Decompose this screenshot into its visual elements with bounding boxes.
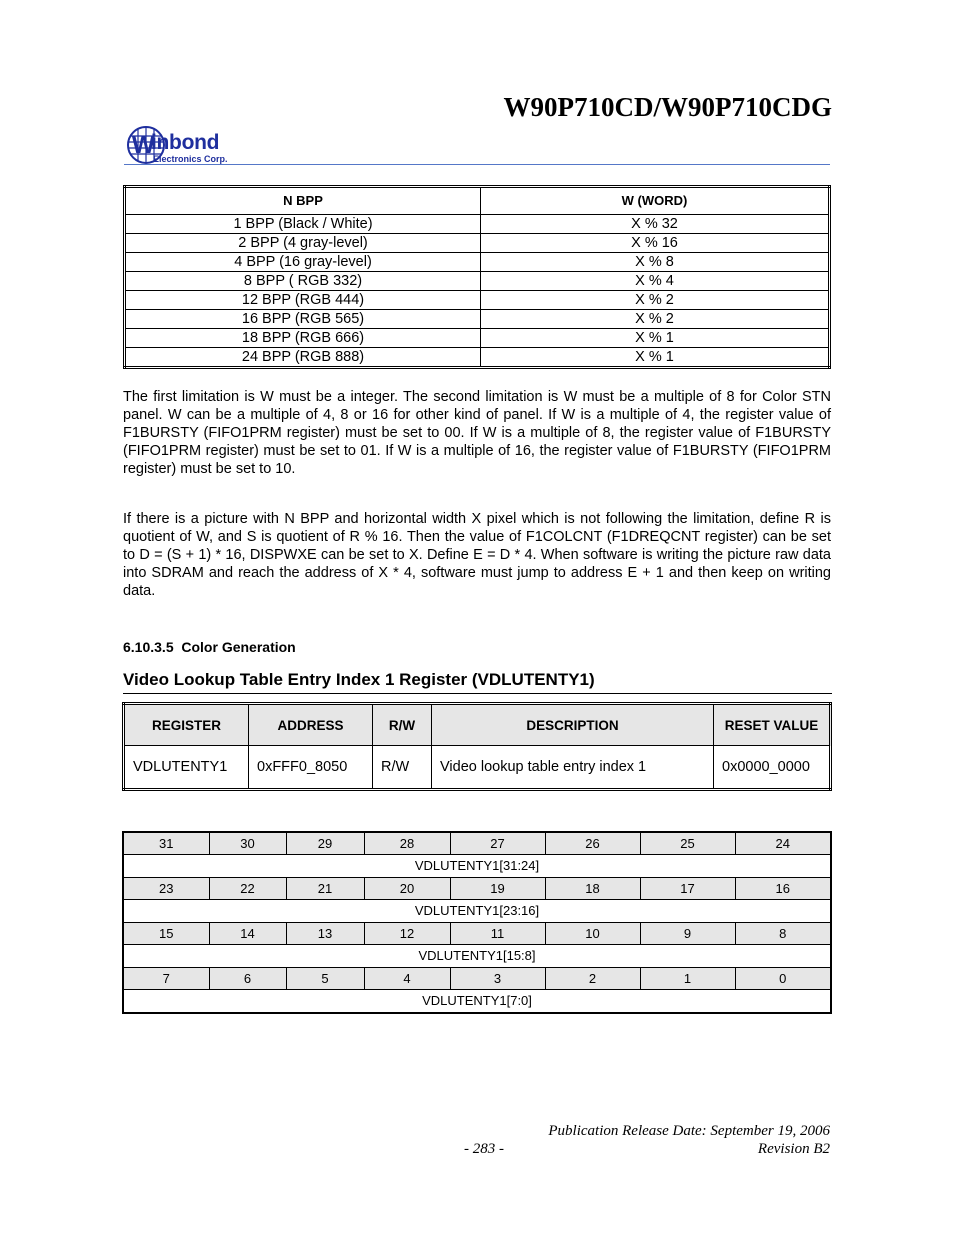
table-cell: X % 2 bbox=[481, 291, 830, 310]
bit-number: 1 bbox=[640, 968, 735, 990]
bit-number: 15 bbox=[123, 923, 209, 945]
heading-rule bbox=[123, 693, 832, 694]
table-cell: X % 1 bbox=[481, 348, 830, 368]
table-cell: 24 BPP (RGB 888) bbox=[125, 348, 481, 368]
document-title: W90P710CD/W90P710CDG bbox=[503, 92, 832, 122]
table-row bbox=[125, 253, 830, 272]
header-rule bbox=[124, 164, 830, 165]
bit-field-row bbox=[123, 945, 831, 968]
table-cell: Video lookup table entry index 1 bbox=[432, 746, 714, 790]
bpp-width-table bbox=[123, 185, 831, 369]
table-cell: X % 1 bbox=[481, 329, 830, 348]
bit-number: 19 bbox=[450, 878, 545, 900]
bit-field-name: VDLUTENTY1[31:24] bbox=[123, 855, 831, 878]
bit-number: 2 bbox=[545, 968, 640, 990]
revision-label: Revision B2 bbox=[757, 1141, 830, 1157]
page-number: - 283 - bbox=[464, 1141, 504, 1157]
logo-subtitle: Electronics Corp. bbox=[153, 154, 228, 164]
table-cell: 18 BPP (RGB 666) bbox=[125, 329, 481, 348]
bit-field-table bbox=[122, 831, 832, 1014]
limitation-paragraph: The first limitation is W must be a integer. The second limitation is W must be a multiple of 8 for Color STN panel. W can be a multiple of 4, 8 or 16 for other kind of panel. If W is a multiple of 4, the register value of F1BURSTY (FIFO1PRM register) must be set to 00. If W is a multiple of 8, the register value of F1BURSTY (FIFO1PRM register) must be set to 01. If W is a multiple of 16, the register value of F1BURSTY (FIFO1PRM register) must be set to 10. bbox=[123, 389, 831, 477]
table-cell: 4 BPP (16 gray-level) bbox=[125, 253, 481, 272]
table-cell: X % 2 bbox=[481, 310, 830, 329]
bit-number: 23 bbox=[123, 878, 209, 900]
bit-number: 14 bbox=[209, 923, 286, 945]
bit-field-name: VDLUTENTY1[15:8] bbox=[123, 945, 831, 968]
column-header: N BPP bbox=[125, 187, 481, 215]
bit-number: 31 bbox=[123, 832, 209, 855]
bit-number: 30 bbox=[209, 832, 286, 855]
table-row bbox=[125, 348, 830, 368]
column-header: ADDRESS bbox=[249, 704, 373, 746]
section-heading: 6.10.3.5 Color Generation bbox=[123, 639, 296, 655]
bit-field-row bbox=[123, 900, 831, 923]
column-header: W (WORD) bbox=[481, 187, 830, 215]
table-cell: 0x0000_0000 bbox=[714, 746, 831, 790]
bit-number: 4 bbox=[364, 968, 450, 990]
column-header: REGISTER bbox=[124, 704, 249, 746]
table-row bbox=[125, 310, 830, 329]
table-cell: 12 BPP (RGB 444) bbox=[125, 291, 481, 310]
register-summary-table bbox=[122, 702, 832, 791]
bit-field-row bbox=[123, 855, 831, 878]
table-header-row bbox=[125, 187, 830, 215]
table-cell: VDLUTENTY1 bbox=[124, 746, 249, 790]
bit-field-name: VDLUTENTY1[23:16] bbox=[123, 900, 831, 923]
bit-number-row bbox=[123, 923, 831, 945]
bit-number: 5 bbox=[286, 968, 364, 990]
bit-number: 12 bbox=[364, 923, 450, 945]
bit-number: 8 bbox=[735, 923, 831, 945]
bit-number: 13 bbox=[286, 923, 364, 945]
bit-number: 11 bbox=[450, 923, 545, 945]
bit-number: 24 bbox=[735, 832, 831, 855]
bit-number: 17 bbox=[640, 878, 735, 900]
table-cell: 1 BPP (Black / White) bbox=[125, 215, 481, 234]
logo-wordmark: inbond bbox=[151, 131, 220, 154]
bit-number-row bbox=[123, 832, 831, 855]
table-cell: 0xFFF0_8050 bbox=[249, 746, 373, 790]
table-cell: X % 4 bbox=[481, 272, 830, 291]
svg-text:W: W bbox=[132, 132, 155, 159]
table-row bbox=[125, 234, 830, 253]
table-row bbox=[125, 272, 830, 291]
bit-number-row bbox=[123, 968, 831, 990]
bit-number: 10 bbox=[545, 923, 640, 945]
bit-number: 16 bbox=[735, 878, 831, 900]
table-cell: R/W bbox=[373, 746, 432, 790]
table-cell: X % 32 bbox=[481, 215, 830, 234]
bit-number: 25 bbox=[640, 832, 735, 855]
bit-number: 29 bbox=[286, 832, 364, 855]
bit-number: 26 bbox=[545, 832, 640, 855]
bit-number: 7 bbox=[123, 968, 209, 990]
bit-number: 0 bbox=[735, 968, 831, 990]
bit-number-row bbox=[123, 878, 831, 900]
picture-width-paragraph: If there is a picture with N BPP and horizontal width X pixel which is not following the limitation, define R is quotient of W, and S is quotient of R % 16. Then the value of F1COLCNT (F1DREQCNT register) can be set to D = (S + 1) * 16, DISPWXE can be set to X. Define E = D * 4. When software is writing the picture raw data into SDRAM and reach the address of X * 4, software must jump to address E + 1 and then keep on writing data. bbox=[123, 511, 831, 599]
table-cell: 16 BPP (RGB 565) bbox=[125, 310, 481, 329]
bit-number: 9 bbox=[640, 923, 735, 945]
bit-number: 21 bbox=[286, 878, 364, 900]
table-cell: X % 16 bbox=[481, 234, 830, 253]
table-cell: 8 BPP ( RGB 332) bbox=[125, 272, 481, 291]
table-cell: 2 BPP (4 gray-level) bbox=[125, 234, 481, 253]
table-row bbox=[125, 215, 830, 234]
publication-date: Publication Release Date: September 19, 2006 bbox=[548, 1123, 830, 1139]
bit-number: 18 bbox=[545, 878, 640, 900]
register-heading: Video Lookup Table Entry Index 1 Register (VDLUTENTY1) bbox=[123, 670, 595, 689]
bit-number: 20 bbox=[364, 878, 450, 900]
table-header-row bbox=[124, 704, 831, 746]
bit-field-row bbox=[123, 990, 831, 1014]
bit-number: 6 bbox=[209, 968, 286, 990]
bit-field-name: VDLUTENTY1[7:0] bbox=[123, 990, 831, 1014]
bit-number: 3 bbox=[450, 968, 545, 990]
column-header: RESET VALUE bbox=[714, 704, 831, 746]
column-header: R/W bbox=[373, 704, 432, 746]
table-cell: X % 8 bbox=[481, 253, 830, 272]
table-row bbox=[125, 329, 830, 348]
bit-number: 22 bbox=[209, 878, 286, 900]
table-row bbox=[124, 746, 831, 790]
table-row bbox=[125, 291, 830, 310]
bit-number: 27 bbox=[450, 832, 545, 855]
bit-number: 28 bbox=[364, 832, 450, 855]
column-header: DESCRIPTION bbox=[432, 704, 714, 746]
